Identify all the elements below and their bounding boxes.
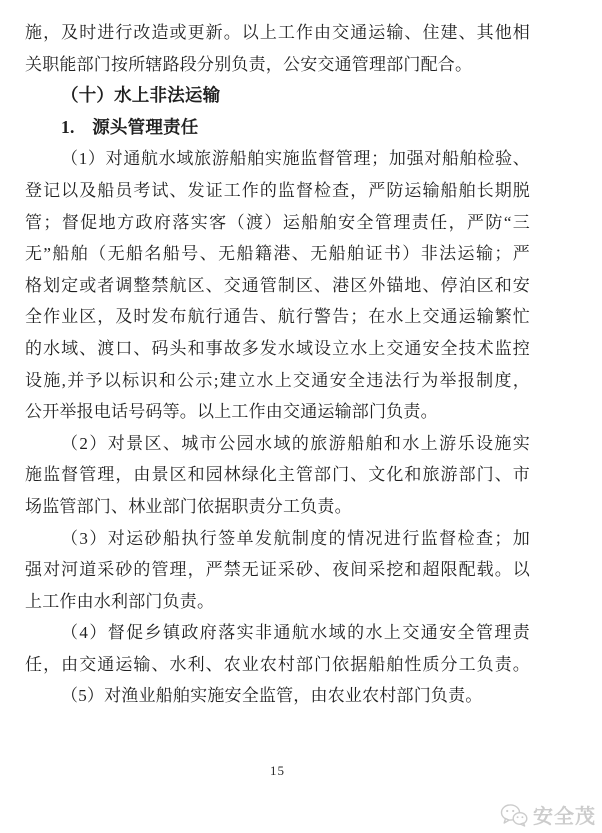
text-line: 强对河道采砂的管理，严禁无证采砂、夜间采挖和超限配载。以 bbox=[25, 560, 530, 580]
text-line: 的水域、渡口、码头和事故多发水域设立水上交通安全技术监控 bbox=[25, 338, 530, 358]
text-line: 管；督促地方政府落实客（渡）运船舶安全管理责任，严防“三 bbox=[25, 212, 530, 232]
subsection-heading: 1. 源头管理责任 bbox=[61, 116, 199, 137]
text-line: 上工作由水利部门负责。 bbox=[25, 591, 215, 611]
text-line: 设施,并予以标识和公示;建立水上交通安全违法行为举报制度， bbox=[25, 370, 530, 390]
text-line: （2）对景区、城市公园水域的旅游船舶和水上游乐设施实 bbox=[61, 433, 530, 453]
text-line: （1）对通航水域旅游船舶实施监督管理；加强对船舶检验、 bbox=[61, 149, 530, 169]
text-line: 施，及时进行改造或更新。以上工作由交通运输、住建、其他相 bbox=[25, 23, 530, 42]
page-number: 15 bbox=[270, 763, 285, 778]
text-line: 登记以及船员考试、发证工作的监督检查，严防运输船舶长期脱 bbox=[25, 180, 530, 200]
text-line: （4）督促乡镇政府落实非通航水域的水上交通安全管理责 bbox=[61, 623, 530, 643]
text-line: （3）对运砂船执行签单发航制度的情况进行监督检查；加 bbox=[61, 528, 530, 548]
text-line: 关职能部门按所辖路段分别负责，公安交通管理部门配合。 bbox=[25, 54, 473, 74]
watermark-brand-text: 安全茂 bbox=[533, 806, 596, 828]
text-line: （5）对渔业船舶实施安全监管，由农业农村部门负责。 bbox=[61, 686, 483, 706]
text-line: 施监督管理，由景区和园林绿化主管部门、文化和旅游部门、市 bbox=[25, 465, 530, 485]
document-body-text bbox=[25, 17, 530, 712]
section-heading: （十）水上非法运输 bbox=[61, 85, 221, 106]
watermark-brand bbox=[500, 800, 596, 829]
text-line: 公开举报电话号码等。以上工作由交通运输部门负责。 bbox=[25, 402, 438, 422]
text-line: 任，由交通运输、水利、农业农村部门依据船舶性质分工负责。 bbox=[25, 654, 530, 674]
text-line: 格划定或者调整禁航区、交通管制区、港区外锚地、停泊区和安 bbox=[25, 275, 530, 295]
text-line: 无”船舶（无船名船号、无船籍港、无船舶证书）非法运输；严 bbox=[25, 244, 530, 264]
text-line: 场监管部门、林业部门依据职责分工负责。 bbox=[25, 496, 352, 516]
wechat-icon bbox=[500, 803, 528, 827]
text-line: 全作业区，及时发布航行通告、航行警告；在水上交通运输繁忙 bbox=[25, 307, 530, 327]
